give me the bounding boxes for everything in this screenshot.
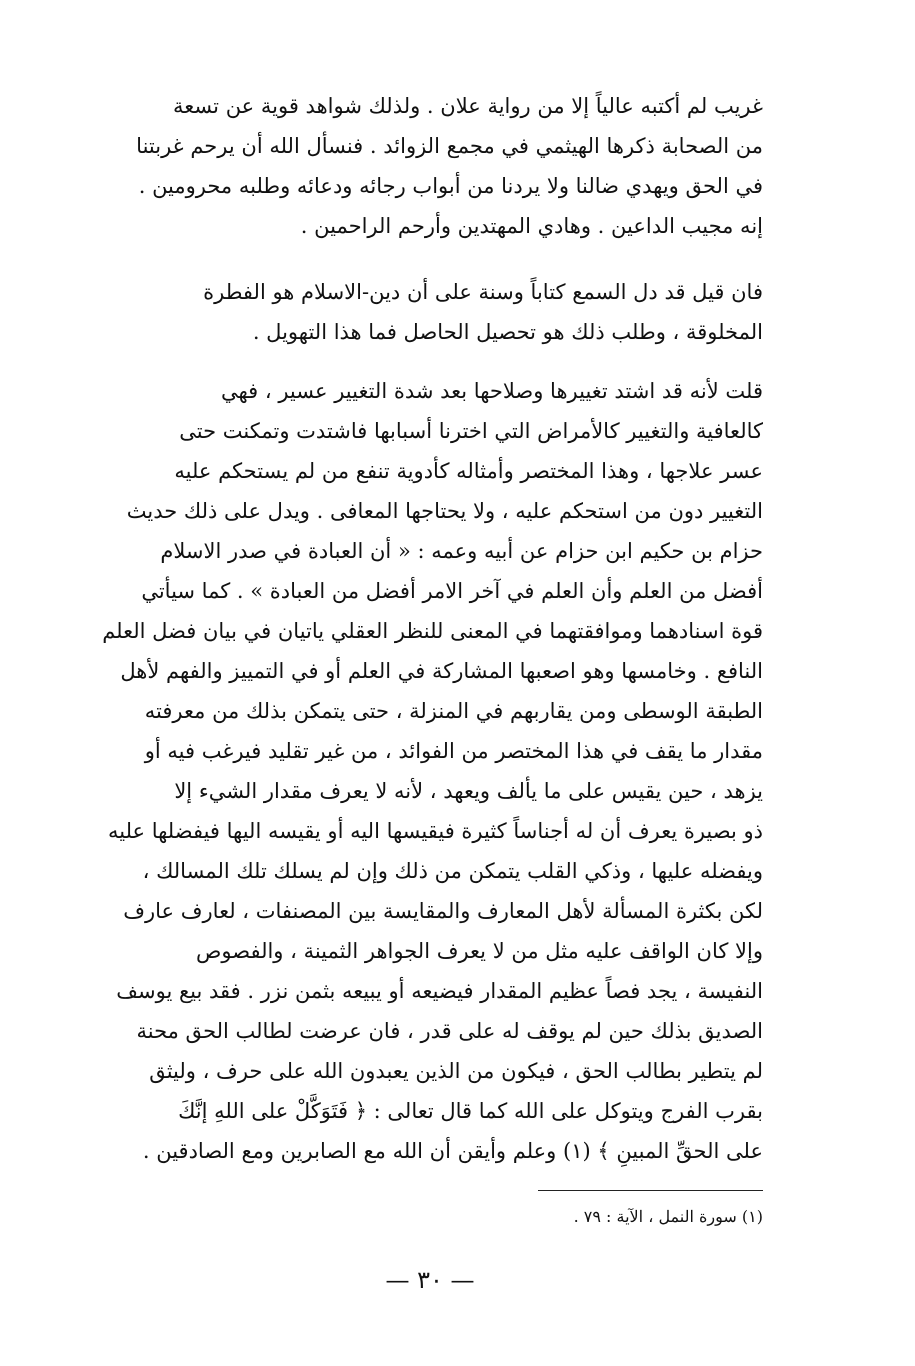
- text-line: لكن بكثرة المسألة لأهل المعارف والمقايسة بين المصنفات ، لعارف عارف: [123, 899, 763, 923]
- text-line: كالعافية والتغيير كالأمراض التي اخترنا أسبابها فاشتدت وتمكنت حتى: [179, 419, 763, 443]
- page-number: — ٣٠ —: [385, 1266, 475, 1294]
- text-line: وإلا كان الواقف عليه مثل من لا يعرف الجواهر الثمينة ، والفصوص: [196, 939, 763, 963]
- text-line: لم يتطير بطالب الحق ، فيكون من الذين يعبدون الله على حرف ، وليثق: [149, 1059, 763, 1083]
- text-line: إنه مجيب الداعين . وهادي المهتدين وأرحم الراحمين .: [300, 214, 763, 238]
- text-line: فان قيل قد دل السمع كتاباً وسنة على أن دين-الاسلام هو الفطرة: [203, 280, 763, 304]
- text-line: مقدار ما يقف في هذا المختصر من الفوائد ، من غير تقليد فيرغب فيه أو: [144, 739, 763, 763]
- footnote: (١) سورة النمل ، الآية : ٧٩ .: [573, 1207, 763, 1226]
- text-line: أفضل من العلم وأن العلم في آخر الامر أفضل من العبادة » . كما سيأتي: [141, 579, 763, 603]
- text-line: في الحق ويهدي ضالنا ولا يردنا من أبواب رجائه ودعائه وطلبه محرومين .: [138, 174, 763, 198]
- text-line: الصديق بذلك حين لم يوقف له على قدر ، فان عرضت لطالب الحق محنة: [136, 1019, 763, 1043]
- footnote-divider: [538, 1190, 763, 1191]
- text-line: على الحقِّ المبينِ ﴾ (١) وعلم وأيقن أن الله مع الصابرين ومع الصادقين .: [142, 1139, 763, 1163]
- paragraph-1: [100, 86, 763, 246]
- text-line: ويفضله عليها ، وذكي القلب يتمكن من ذلك وإن لم يسلك تلك المسالك ،: [142, 859, 763, 883]
- text-line: عسر علاجها ، وهذا المختصر وأمثاله كأدوية تنفع من لم يستحكم عليه: [174, 459, 763, 483]
- text-line: بقرب الفرج ويتوكل على الله كما قال تعالى : ﴿ فَتَوَكَّلْ على اللهِ إنَّكَ: [178, 1099, 763, 1123]
- text-line: التغيير دون من استحكم عليه ، ولا يحتاجها المعافى . ويدل على ذلك حديث: [126, 499, 763, 523]
- text-line: الطبقة الوسطى ومن يقاربهم في المنزلة ، حتى يتمكن بذلك من معرفته: [144, 699, 763, 723]
- text-line: غريب لم أكتبه عالياً إلا من رواية علان . ولذلك شواهد قوية عن تسعة: [173, 94, 763, 118]
- text-line: قوة اسنادهما وموافقتهما في المعنى للنظر العقلي ياتيان في بيان فضل العلم: [102, 619, 763, 643]
- text-line: من الصحابة ذكرها الهيثمي في مجمع الزوائد . فنسأل الله أن يرحم غربتنا: [136, 134, 763, 158]
- paragraph-3: [100, 371, 763, 1171]
- text-line: النافع . وخامسها وهو اصعبها المشاركة في العلم أو في التمييز والفهم لأهل: [120, 659, 763, 683]
- text-line: حزام بن حكيم ابن حزام عن أبيه وعمه : « أن العبادة في صدر الاسلام: [160, 539, 763, 563]
- text-line: المخلوقة ، وطلب ذلك هو تحصيل الحاصل فما هذا التهويل .: [252, 320, 763, 344]
- text-line: النفيسة ، يجد فصاً عظيم المقدار فيضيعه أو يبيعه بثمن نزر . فقد بيع يوسف: [116, 979, 763, 1003]
- text-line: ذو بصيرة يعرف أن له أجناساً كثيرة فيقيسها اليه أو يقيسه اليها فيفضلها عليه: [107, 819, 763, 843]
- paragraph-2: [100, 272, 763, 352]
- text-line: قلت لأنه قد اشتد تغييرها وصلاحها بعد شدة التغيير عسير ، فهي: [220, 379, 763, 403]
- text-line: يزهد ، حين يقيس على ما يألف ويعهد ، لأنه لا يعرف مقدار الشيء إلا: [174, 779, 763, 803]
